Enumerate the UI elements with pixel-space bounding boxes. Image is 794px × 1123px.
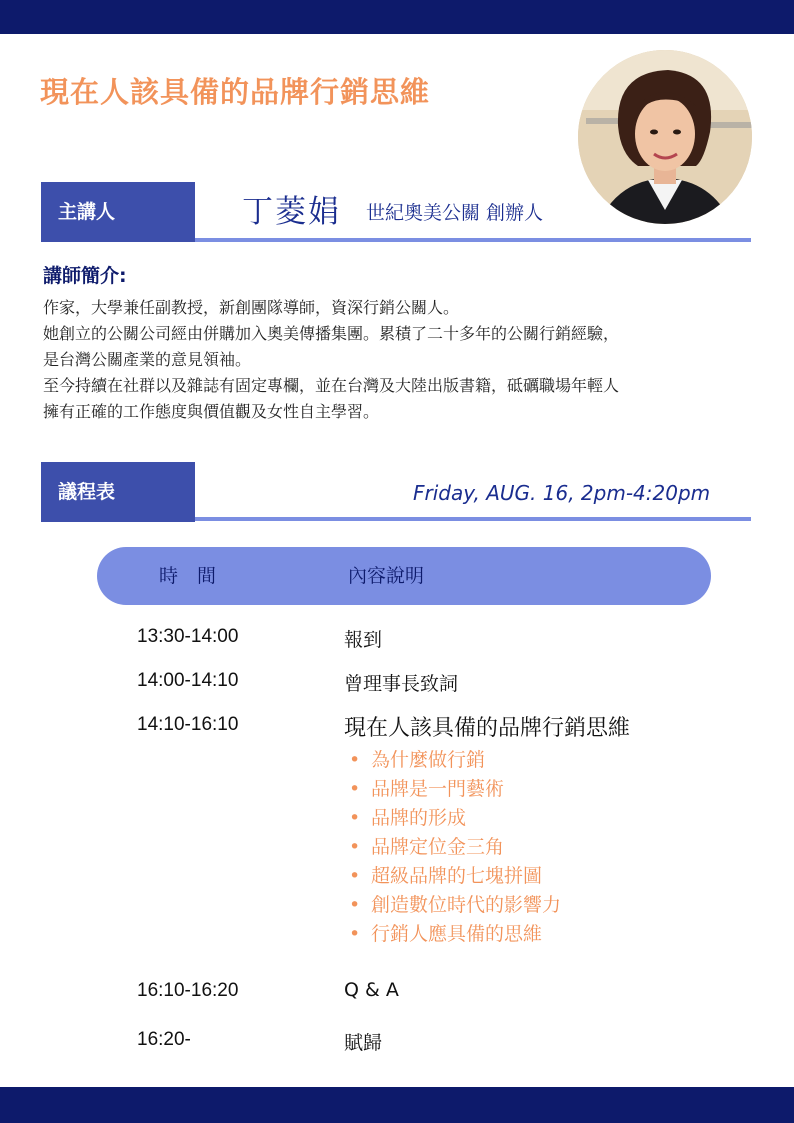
row-content: 現在人該具備的品牌行銷思維 (344, 716, 631, 741)
list-item: • 品牌是一門藝術 (349, 778, 505, 800)
speaker-role: 世紀奧美公關 創辦人 (366, 202, 544, 224)
intro-line: 她創立的公關公司經由併購加入奧美傳播集團。累積了二十多年的公關行銷經驗， (43, 324, 620, 343)
intro-line: 擁有正確的工作態度與價值觀及女性自主學習。 (43, 402, 380, 421)
speaker-photo (578, 50, 752, 224)
row-time: 16:10-16:20 (137, 980, 239, 1001)
intro-text (43, 295, 743, 425)
list-item: • 品牌定位金三角 (349, 836, 505, 858)
list-item: • 為什麼做行銷 (349, 749, 486, 771)
agenda-section-label: 議程表 (41, 462, 195, 522)
bottom-band (0, 1087, 794, 1123)
agenda-section-rule (195, 517, 751, 521)
speaker-portrait-icon (578, 50, 752, 224)
row-time: 13:30-14:00 (137, 626, 239, 647)
row-content: Q & A (344, 979, 399, 1001)
agenda-table-header (97, 547, 711, 605)
list-item: • 創造數位時代的影響力 (349, 894, 562, 916)
page-title: 現在人該具備的品牌行銷思維 (40, 75, 431, 109)
intro-heading: 講師簡介: (43, 265, 127, 287)
row-content: 賦歸 (344, 1032, 383, 1054)
list-item: • 行銷人應具備的思維 (349, 923, 543, 945)
row-time: 14:00-14:10 (137, 670, 239, 691)
speaker-section-label: 主講人 (41, 182, 195, 242)
intro-line: 至今持續在社群以及雜誌有固定專欄，並在台灣及大陸出版書籍，砥礪職場年輕人 (43, 376, 620, 395)
event-date: Friday, AUG. 16, 2pm-4:20pm (413, 481, 711, 505)
topic-list (349, 746, 561, 949)
row-time: 14:10-16:10 (137, 714, 239, 735)
speaker-name: 丁菱娟 (242, 194, 341, 230)
row-time: 16:20- (137, 1029, 191, 1050)
intro-line: 是台灣公關產業的意見領袖。 (43, 350, 252, 369)
speaker-section-rule (195, 238, 751, 242)
header-time: 時 間 (159, 565, 217, 587)
top-band (0, 0, 794, 34)
header-content: 內容說明 (348, 565, 425, 587)
row-content: 報到 (344, 629, 383, 651)
list-item: • 品牌的形成 (349, 807, 467, 829)
list-item: • 超級品牌的七塊拼圖 (349, 865, 543, 887)
row-content: 曾理事長致詞 (344, 673, 459, 695)
intro-line: 作家，大學兼任副教授，新創團隊導師，資深行銷公關人。 (43, 298, 460, 317)
